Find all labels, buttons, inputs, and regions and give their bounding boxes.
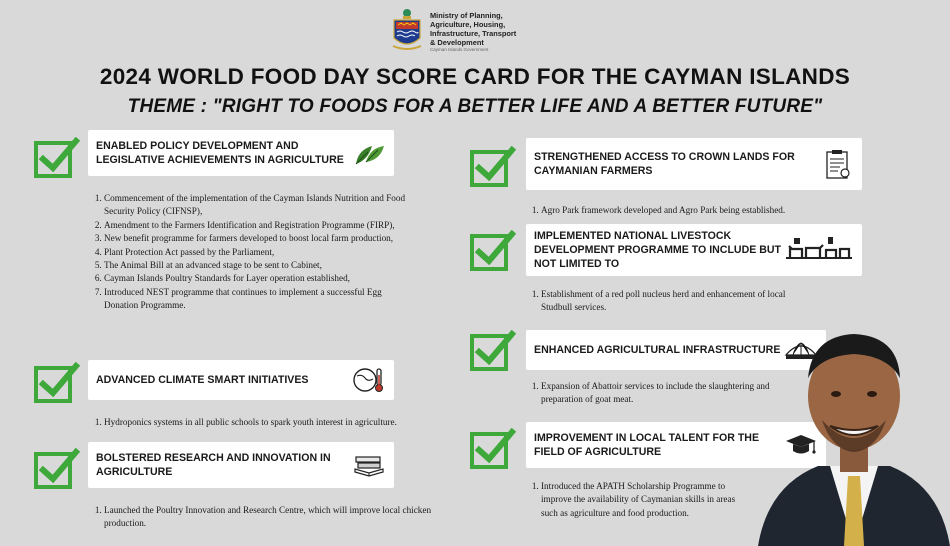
clipboard-icon [820, 149, 854, 179]
header [0, 0, 950, 60]
list-item: 2. Amendment to the Farmers Identification and Registration Programme (FIRP), [104, 219, 410, 232]
ministry-line: & Development [430, 38, 484, 47]
minister-portrait [758, 316, 950, 546]
check-icon [34, 362, 80, 404]
talent-list [527, 480, 749, 520]
leaves-icon [352, 138, 386, 168]
list-item: 4. Plant Protection Act passed by the Parliament, [104, 246, 410, 259]
list-item: 1. Establishment of a red poll nucleus herd and enhancement of local Studbull services. [541, 288, 787, 315]
ministry-sub: Cayman Islands Government [430, 47, 489, 52]
section-title: BOLSTERED RESEARCH AND INNOVATION IN AGRICULTURE [96, 452, 331, 478]
check-icon [34, 448, 80, 490]
livestock-icon [784, 235, 854, 265]
page-theme: THEME : "RIGHT TO FOODS FOR A BETTER LIFE AND A BETTER FUTURE" [127, 96, 823, 117]
list-item: 5. The Animal Bill at an advanced stage to be sent to Cabinet, [104, 259, 410, 272]
list-item: 1. Expansion of Abattoir services to include the slaughtering and preparation of goat meat. [541, 380, 787, 407]
list-item: 1. Introduced the APATH Scholarship Programme to improve the availability of Caymanian skills in areas such as agriculture and food production. [541, 480, 749, 520]
ministry-line: Ministry of Planning, [430, 11, 503, 20]
ministry-name [430, 11, 540, 53]
list-item: 6. Cayman Islands Poultry Standards for Layer operation established, [104, 272, 410, 285]
check-icon [470, 330, 516, 372]
check-icon [470, 230, 516, 272]
section-title: ADVANCED CLIMATE SMART INITIATIVES [96, 374, 309, 386]
section-title: STRENGTHENED ACCESS TO CROWN LANDS FOR CAYMANIAN FARMERS [534, 151, 795, 177]
check-icon [34, 137, 80, 179]
section-banner-livestock [526, 224, 862, 276]
section-title: IMPLEMENTED NATIONAL LIVESTOCK DEVELOPMENT PROGRAMME TO INCLUDE BUT NOT LIMITED TO [534, 230, 781, 270]
list-item: 1. Hydroponics systems in all public schools to spark youth interest in agriculture. [104, 416, 470, 429]
climate-list [90, 416, 470, 429]
research-list [90, 504, 470, 531]
list-item: 1. Agro Park framework developed and Agro Park being established. [541, 204, 857, 217]
policy-list [90, 192, 410, 313]
page-title: 2024 WORLD FOOD DAY SCORE CARD FOR THE CAYMAN ISLANDS [99, 64, 851, 89]
list-item: 1. Commencement of the implementation of the Cayman Islands Nutrition and Food Security Policy (CIFNSP), [104, 192, 410, 219]
section-title: ENABLED POLICY DEVELOPMENT AND LEGISLATIVE ACHIEVEMENTS IN AGRICULTURE [96, 140, 344, 166]
check-icon [470, 428, 516, 470]
books-icon [352, 450, 386, 480]
list-item: 1. Launched the Poultry Innovation and Research Centre, which will improve local chicken production. [104, 504, 470, 531]
section-banner-crown-lands [526, 138, 862, 190]
crown-lands-list [527, 204, 857, 217]
section-banner-research [88, 442, 394, 488]
infrastructure-list [527, 380, 787, 407]
list-item: 3. New benefit programme for farmers developed to boost local farm production, [104, 232, 410, 245]
ministry-line: Agriculture, Housing, [430, 20, 506, 29]
list-item: 7. Introduced NEST programme that continues to implement a successful Egg Donation Programme. [104, 286, 410, 313]
section-banner-policy [88, 130, 394, 176]
livestock-list [527, 288, 787, 315]
ministry-line: Infrastructure, Transport [430, 29, 517, 38]
coat-of-arms-icon [390, 6, 424, 54]
section-banner-climate [88, 360, 394, 400]
globe-thermometer-icon [352, 365, 386, 395]
check-icon [470, 146, 516, 188]
section-title: ENHANCED AGRICULTURAL INFRASTRUCTURE [534, 344, 781, 356]
section-title: IMPROVEMENT IN LOCAL TALENT FOR THE FIELD OF AGRICULTURE [534, 432, 760, 458]
